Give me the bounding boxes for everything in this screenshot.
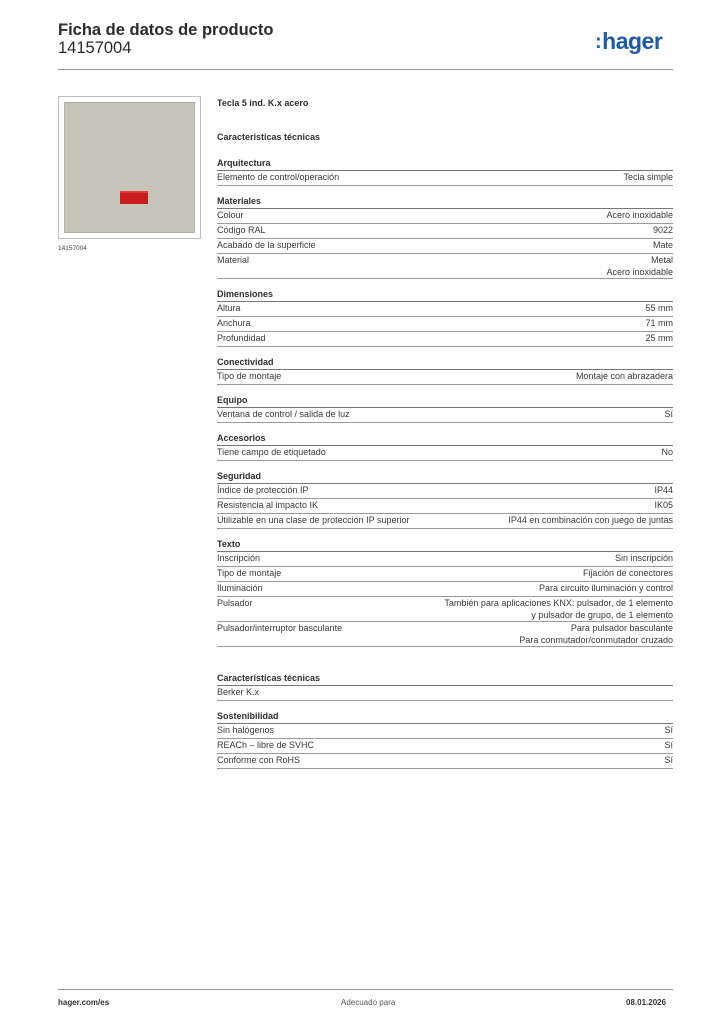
spec-value: 25 mm xyxy=(645,333,673,343)
spec-row xyxy=(217,597,673,622)
spec-label: Inscripción xyxy=(217,553,261,563)
spec-value: 71 mm xyxy=(645,318,673,328)
page-title: Ficha de datos de producto xyxy=(58,21,274,39)
section-title: Accesorios xyxy=(217,432,673,446)
section-title: Seguridad xyxy=(217,470,673,484)
spec-row xyxy=(217,302,673,317)
spec-row xyxy=(217,739,673,754)
spec-value: Sí xyxy=(664,740,673,750)
spec-label: Profundidad xyxy=(217,333,266,343)
spec-row xyxy=(217,370,673,385)
product-name: Tecla 5 ind. K.x acero xyxy=(217,98,309,108)
spec-value: No xyxy=(661,447,673,457)
spec-label: Tiene campo de etiquetado xyxy=(217,447,326,457)
spec-label: REACh – libre de SVHC xyxy=(217,740,315,750)
spec-row xyxy=(217,724,673,739)
spec-sections xyxy=(217,157,673,647)
spec-section xyxy=(217,538,673,647)
spec-row xyxy=(217,224,673,239)
spec-label: Sin halógenos xyxy=(217,725,275,735)
logo-dots-icon: : xyxy=(595,31,602,53)
spec-label: Conforme con RoHS xyxy=(217,755,301,765)
spec-row xyxy=(217,254,673,279)
spec-value: IK05 xyxy=(654,500,673,510)
spec-value: Sin inscripción xyxy=(614,553,673,563)
spec-value: IP44 en combinación con juego de juntas xyxy=(508,515,673,525)
section-title: Arquitectura xyxy=(217,157,673,171)
spec-row xyxy=(217,514,673,529)
spec-value: Sí xyxy=(664,755,673,765)
footer-date: 08.01.2026 xyxy=(626,998,667,1007)
spec-label: Tipo de montaje xyxy=(217,371,282,381)
extra-sections xyxy=(217,672,673,769)
spec-label: Código RAL xyxy=(217,225,266,235)
spec-label: Iluminación xyxy=(217,583,263,593)
spec-label: Elemento de control/operación xyxy=(217,172,340,182)
switch-plate-image xyxy=(64,102,195,233)
spec-value: 9022 xyxy=(652,225,673,235)
section-title: Equipo xyxy=(217,394,673,408)
header-divider xyxy=(58,69,673,70)
section-title: Dimensiones xyxy=(217,288,673,302)
spec-label: Resistencia al impacto IK xyxy=(217,500,319,510)
spec-row xyxy=(217,686,673,701)
spec-content xyxy=(217,97,673,778)
hager-logo xyxy=(595,28,662,55)
spec-value: IP44 xyxy=(654,485,673,495)
spec-value: Para circuito iluminación y control xyxy=(538,583,673,593)
spec-row xyxy=(217,567,673,582)
spec-row xyxy=(217,446,673,461)
section-title: Materiales xyxy=(217,195,673,209)
section-title: Características técnicas xyxy=(217,672,673,686)
spec-section xyxy=(217,356,673,385)
spec-value: Sí xyxy=(664,725,673,735)
spec-value: Tecla simple xyxy=(623,172,673,182)
spec-row xyxy=(217,499,673,514)
spec-value: Montaje con abrazadera xyxy=(575,371,673,381)
product-image xyxy=(58,96,201,239)
red-indicator-window xyxy=(120,191,148,204)
spec-row xyxy=(217,239,673,254)
spec-section xyxy=(217,672,673,701)
spec-section xyxy=(217,432,673,461)
spec-label: Pulsador/interruptor basculante xyxy=(217,623,343,633)
spec-label: Índice de protección IP xyxy=(217,485,309,495)
spec-section xyxy=(217,470,673,529)
spec-label: Anchura xyxy=(217,318,251,328)
spec-label: Acabado de la superficie xyxy=(217,240,316,250)
spec-row xyxy=(217,754,673,769)
spec-row xyxy=(217,484,673,499)
spec-row xyxy=(217,408,673,423)
spec-label: Colour xyxy=(217,210,244,220)
spec-value: Mate xyxy=(652,240,673,250)
characteristics-heading: Características técnicas xyxy=(217,132,321,142)
spec-row xyxy=(217,209,673,224)
spec-section xyxy=(217,195,673,279)
spec-row xyxy=(217,582,673,597)
spec-row xyxy=(217,332,673,347)
footer-divider xyxy=(58,989,673,990)
spec-row xyxy=(217,317,673,332)
spec-value: Para pulsador basculante Para conmutador/conmutador cruzado xyxy=(519,623,673,645)
section-title: Sostenibilidad xyxy=(217,710,673,724)
spec-value: Sí xyxy=(664,409,673,419)
spec-label: Material xyxy=(217,255,250,265)
spec-label: Berker K.x xyxy=(217,687,260,697)
section-title: Texto xyxy=(217,538,673,552)
footer-suitable-for: Adecuado para xyxy=(341,998,396,1007)
spec-value: Metal Acero inoxidable xyxy=(606,255,673,277)
spec-value: Acero inoxidable xyxy=(606,210,673,220)
spec-label: Ventana de control / salida de luz xyxy=(217,409,350,419)
spec-value: También para aplicaciones KNX: pulsador, de 1 elemento y pulsador de grupo, de 1 elemento xyxy=(444,598,673,620)
spec-label: Utilizable en una clase de protección IP superior xyxy=(217,515,410,525)
spec-section xyxy=(217,710,673,769)
spec-label: Tipo de montaje xyxy=(217,568,282,578)
spec-section xyxy=(217,288,673,347)
spec-value: Fijación de conectores xyxy=(582,568,673,578)
spec-label: Pulsador xyxy=(217,598,253,608)
product-code: 14157004 xyxy=(58,39,132,57)
spec-value: 55 mm xyxy=(645,303,673,313)
spec-row xyxy=(217,622,673,647)
section-title: Conectividad xyxy=(217,356,673,370)
image-caption: 14157004 xyxy=(58,245,87,252)
spec-row xyxy=(217,171,673,186)
section-gap xyxy=(217,656,673,672)
spec-row xyxy=(217,552,673,567)
footer-website: hager.com/es xyxy=(58,998,110,1007)
spec-section xyxy=(217,394,673,423)
spec-section xyxy=(217,157,673,186)
spec-label: Altura xyxy=(217,303,241,313)
logo-text: hager xyxy=(602,28,663,54)
